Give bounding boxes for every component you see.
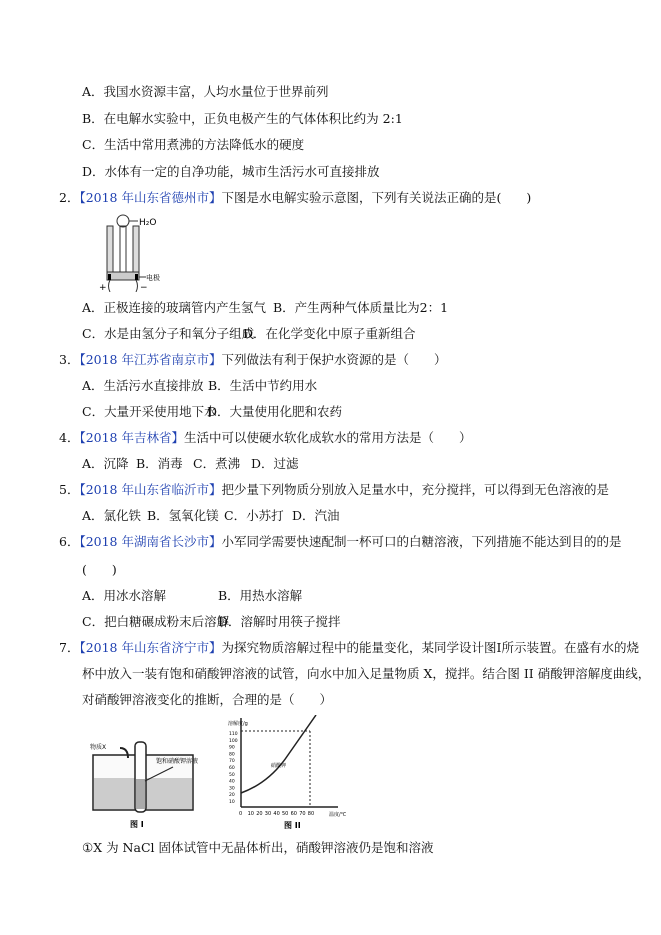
- question-number: 5．: [59, 482, 80, 497]
- y-tick-label: 50: [229, 772, 235, 778]
- option-d: D．过滤: [251, 456, 299, 471]
- question-number: 7．: [59, 640, 80, 655]
- question-number: 6．: [59, 534, 80, 549]
- h2o-label: H₂O: [139, 218, 157, 228]
- question-number: 2．: [59, 190, 80, 205]
- option-d: D．大量使用化肥和农药: [207, 404, 343, 419]
- x-tick-label: 30: [264, 811, 272, 817]
- y-tick-label: 30: [229, 786, 235, 792]
- y-tick-label: 60: [229, 766, 235, 771]
- question-5: [59, 482, 609, 498]
- figure-1-beaker: [90, 742, 198, 829]
- option-c: C．大量开采使用地下水: [82, 404, 217, 419]
- x-tick-label: 0: [239, 811, 243, 817]
- electrode-label: 电极: [146, 274, 160, 282]
- x-tick-label: 50: [282, 811, 289, 817]
- option-a: A．生活污水直接排放: [82, 378, 204, 393]
- question-text: 下图是水电解实验示意图，下列有关说法正确的是( ): [221, 190, 532, 205]
- question-text: 生活中可以使硬水软化成软水的常用方法是（ ）: [184, 430, 472, 445]
- solubility-curve: [241, 715, 316, 793]
- q1-option-b: B．在电解水实验中，正负电极产生的气体体积比约为 2:1: [82, 111, 403, 126]
- y-tick-label: 70: [229, 759, 235, 765]
- x-tick-label: 80: [307, 811, 315, 817]
- label-substance-x: 物质X: [90, 744, 107, 751]
- option-b: B．产生两种气体质量比为2：1: [273, 300, 449, 315]
- option-d: D．在化学变化中原子重新组合: [243, 326, 416, 341]
- option-b: B．生活中节约用水: [208, 378, 318, 393]
- option-b: B．消毒: [136, 456, 183, 471]
- option-c: C．煮沸: [193, 456, 241, 471]
- figure-1-caption: 图 I: [130, 820, 144, 829]
- y-tick-label: 110: [229, 732, 238, 737]
- x-tick-label: 60: [290, 811, 297, 817]
- y-tick-label: 10: [229, 800, 235, 805]
- question-number: 4．: [59, 430, 80, 445]
- answer-bracket: ( ): [82, 562, 117, 577]
- option-d: D．溶解时用筷子搅拌: [218, 614, 341, 629]
- source-tag: 【2018 年湖南省长沙市】: [79, 534, 222, 549]
- source-tag: 【2018 年山东省德州市】: [79, 190, 222, 205]
- option-c: C．小苏打: [224, 508, 284, 523]
- q1-option-d: D．水体有一定的自净功能，城市生活污水可直接排放: [82, 164, 380, 179]
- x-tick-label: 70: [299, 811, 306, 817]
- question-number: 3．: [59, 352, 80, 367]
- y-tick-label: 100: [229, 738, 238, 744]
- option-a: A．用冰水溶解: [82, 588, 167, 603]
- option-a: A．氯化铁: [82, 508, 142, 523]
- x-tick-label: 10: [247, 811, 254, 817]
- option-b: B．氢氧化镁: [147, 508, 219, 523]
- question-3: [59, 352, 447, 368]
- source-tag: 【2018 年吉林省】: [79, 430, 184, 445]
- x-tick-label: 20: [256, 811, 263, 817]
- option-d: D．汽油: [292, 508, 340, 523]
- q1-option-c: C．生活中常用煮沸的方法降低水的硬度: [82, 137, 305, 152]
- option-a: A．正极连接的玻璃管内产生氢气: [82, 300, 267, 315]
- source-tag: 【2018 年山东省济宁市】: [79, 640, 222, 655]
- question-text: 为探究物质溶解过程中的能量变化，某同学设计图I所示装置。在盛有水的烧: [221, 640, 639, 655]
- curve-label: 硝酸钾: [271, 763, 287, 769]
- x-tick-label: 40: [273, 811, 280, 817]
- question-text: 下列做法有利于保护水资源的是（ ）: [221, 352, 447, 367]
- question-6: [59, 534, 622, 550]
- question-text-line3: 对硝酸钾溶液变化的推断，合理的是（ ）: [82, 692, 333, 707]
- option-a: A．沉降: [82, 456, 129, 471]
- figure-2-caption: 图 II: [284, 821, 301, 830]
- plus-label: +: [99, 283, 107, 292]
- statement-1: ①X 为 NaCl 固体试管中无晶体析出，硝酸钾溶液仍是饱和溶液: [82, 840, 434, 855]
- y-tick-label: 20: [229, 793, 235, 799]
- option-c: C．水是由氢分子和氧分子组成: [82, 326, 255, 341]
- y-tick-label: 90: [229, 745, 235, 751]
- label-saturated-solution: 饱和硝酸钾溶液: [156, 758, 199, 765]
- y-axis-label: 溶解度/g: [228, 721, 248, 727]
- source-tag: 【2018 年山东省临沂市】: [79, 482, 222, 497]
- y-tick-label: 40: [229, 779, 235, 785]
- option-c: C．把白糖碾成粉末后溶解: [82, 614, 230, 629]
- option-b: B．用热水溶解: [218, 588, 303, 603]
- question-text-line2: 杯中放入一装有饱和硝酸钾溶液的试管，向水中加入足量物质 X，搅拌。结合图 II 硝酸钾溶解度曲线，: [82, 666, 651, 681]
- q1-option-a: A．我国水资源丰富，人均水量位于世界前列: [82, 84, 329, 99]
- x-axis-label: 温度/℃: [329, 812, 347, 818]
- question-7: [59, 640, 639, 656]
- y-tick-label: 80: [229, 752, 235, 758]
- question-7-figures: [88, 715, 358, 830]
- question-text: 把少量下列物质分别放入足量水中，充分搅拌，可以得到无色溶液的是: [221, 482, 610, 497]
- question-4: [59, 430, 472, 446]
- source-tag: 【2018 年江苏省南京市】: [79, 352, 222, 367]
- minus-label: −: [140, 283, 148, 292]
- electrolysis-diagram: [98, 212, 170, 292]
- question-text: 小军同学需要快速配制一杯可口的白糖溶液，下列措施不能达到目的的是: [221, 534, 622, 549]
- figure-2-solubility-chart: [228, 715, 347, 830]
- question-2: [59, 190, 531, 206]
